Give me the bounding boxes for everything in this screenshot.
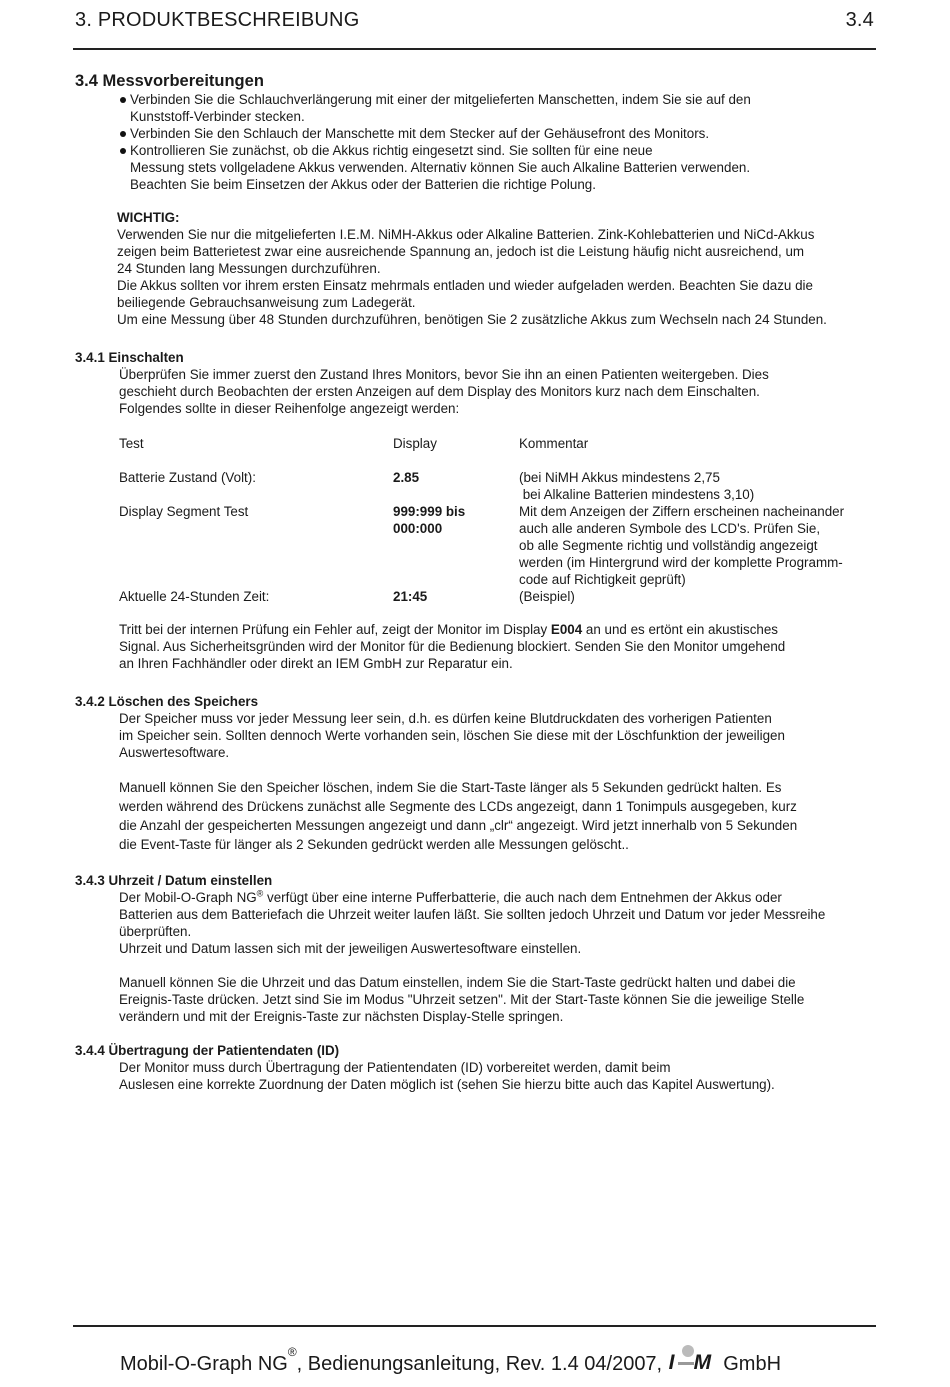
comment-line: auch alle anderen Symbole des LCD's. Prüfen Sie, [519,521,821,536]
preparation-list [117,91,877,193]
display-cell [393,588,519,605]
startup-check-table [119,435,879,605]
table-row [119,503,879,588]
comment-cell [519,588,879,605]
bullet-line: Kontrollieren Sie zunächst, ob die Akkus richtig eingesetzt sind. Sie sollten für eine neue [130,143,653,158]
text-fragment: Tritt bei der internen Prüfung ein Fehler auf, zeigt der Monitor im Display [119,622,551,637]
memory-intro [119,710,889,761]
registered-mark: ® [256,888,264,899]
text-line: Ereignis-Taste drücken. Jetzt sind Sie im Modus "Uhrzeit setzen". Mit der Start-Taste können Sie die jeweilige Stelle [119,992,805,1007]
text-line: Folgendes sollte in dieser Reihenfolge angezeigt werden: [119,401,460,416]
footer-company: GmbH [717,1353,782,1375]
text-line: überprüften. [119,924,192,939]
subsection-title: 3.4.3 Uhrzeit / Datum einstellen [75,873,273,888]
logo-bar [678,1362,694,1365]
error-note [119,621,889,672]
text-line: Überprüfen Sie immer zuerst den Zustand Ihres Monitors, bevor Sie ihn an einen Patienten weitergeben. Dies [119,367,769,382]
comment-line: Mit dem Anzeigen der Ziffern erscheinen nacheinander [519,504,845,519]
column-header-test: Test [119,436,144,451]
test-cell: Display Segment Test [119,504,249,519]
text-line: Verwenden Sie nur die mitgelieferten I.E.M. NiMH-Akkus oder Alkaline Batterien. Zink-Kohlebatterien und NiCd-Akkus [117,227,815,242]
text-line: verändern und mit der Ereignis-Taste zur nächsten Display-Stelle springen. [119,1009,564,1024]
text-line: Uhrzeit und Datum lassen sich mit der jeweiligen Auswertesoftware einstellen. [119,941,582,956]
display-value: 21:45 [393,589,428,604]
text-line: Auswertesoftware. [119,745,230,760]
text-line: Manuell können Sie die Uhrzeit und das Datum einstellen, indem Sie die Start-Taste gedrückt halten und dabei die [119,975,796,990]
list-item [117,142,877,193]
important-label: WICHTIG: [117,210,180,225]
text-fragment: an und es ertönt ein akustisches [582,622,778,637]
comment-line: (bei NiMH Akkus mindestens 2,75 [519,470,720,485]
registered-mark: ® [287,1345,297,1360]
text-line: an Ihren Fachhändler oder direkt an IEM GmbH zur Reparatur ein. [119,656,513,671]
list-item [117,125,877,142]
footer-divider [73,1325,876,1327]
text-line: im Speicher sein. Sollten dennoch Werte vorhanden sein, löschen Sie diese mit der Löschfunktion der jeweiligen [119,728,785,743]
bullet-line: Kunststoff-Verbinder stecken. [130,109,305,124]
bullet-line: Verbinden Sie den Schlauch der Manschette mit dem Stecker auf der Gehäusefront des Monitors. [130,126,710,141]
comment-line: ob alle Segmente richtig und vollständig angezeigt [519,538,818,553]
column-header-display: Display [393,436,437,451]
text-line: beiliegende Gebrauchsanweisung zum Ladegerät. [117,295,416,310]
bullet-line: Verbinden Sie die Schlauchverlängerung mit einer der mitgelieferten Manschetten, indem Sie sie auf den [130,92,751,107]
text-line: die Anzahl der gespeicherten Messungen angezeigt und dann „clr“ angezeigt. Wird jetzt innerhalb von 5 Sekunden [119,818,798,833]
text-fragment: Der Mobil-O-Graph NG [119,890,257,905]
footer-product: Mobil-O-Graph NG [120,1353,288,1375]
memory-manual [119,778,889,854]
logo-letter: M [693,1351,712,1374]
page-number: 3.4 [845,9,874,31]
text-line: Der Speicher muss vor jeder Messung leer sein, d.h. es dürfen keine Blutdruckdaten des vorherigen Patienten [119,711,772,726]
text-line: geschieht durch Beobachten der ersten Anzeigen auf dem Display des Monitors kurz nach dem Einschalten. [119,384,760,399]
bullet-line: Messung stets vollgeladene Akkus verwenden. Alternativ können Sie auch Alkaline Batterien verwenden. [130,160,751,175]
logo-circle [682,1345,694,1357]
clock-intro [119,889,889,957]
subsection-title: 3.4.2 Löschen des Speichers [75,694,259,709]
table-header-row [119,435,879,452]
display-cell [393,503,519,588]
header-divider [73,48,876,50]
text-line: Die Akkus sollten vor ihrem ersten Einsatz mehrmals entladen und wieder aufgeladen werden. Beachten Sie dazu die [117,278,813,293]
display-value: 000:000 [393,521,443,536]
comment-line: code auf Richtigkeit geprüft) [519,572,686,587]
column-header-comment: Kommentar [519,436,589,451]
comment-cell [519,503,879,588]
power-on-intro [119,366,889,417]
test-cell: Aktuelle 24-Stunden Zeit: [119,589,270,604]
display-value: 999:999 bis [393,504,466,519]
section-title: 3.4 Messvorbereitungen [75,72,264,90]
text-line: Batterien aus dem Batteriefach die Uhrzeit weiter laufen läßt. Sie sollten jedoch Uhrzeit und Datum vor jeder Messreihe [119,907,826,922]
comment-line: bei Alkaline Batterien mindestens 3,10) [519,487,755,502]
table-spacer [119,452,879,469]
clock-manual [119,974,889,1025]
text-line: werden während des Drückens zunächst alle Segmente des LCDs angezeigt, dann 1 Tonimpuls ausgegeben, kurz [119,799,797,814]
iem-logo [668,1351,718,1373]
important-note [117,226,887,328]
text-fragment: verfügt über eine interne Pufferbatterie, die auch nach dem Entnehmen der Akkus oder [263,890,782,905]
text-line [119,621,889,638]
text-line: Um eine Messung über 48 Stunden durchzuführen, benötigen Sie 2 zusätzliche Akkus zum Wechseln nach 24 Stunden. [117,312,827,327]
display-cell [393,469,519,503]
error-code: E004 [550,622,583,637]
comment-line: werden (im Hintergrund wird der komplette Programm- [519,555,843,570]
table-row [119,588,879,605]
page-header-title: 3. PRODUKTBESCHREIBUNG [75,9,360,31]
subsection-title: 3.4.4 Übertragung der Patientendaten (ID) [75,1043,340,1058]
text-line: zeigen beim Batterietest zwar eine ausreichende Spannung an, jedoch ist die Leistung häufig nicht ausreichend, um [117,244,805,259]
footer-document-info: , Bedienungsanleitung, Rev. 1.4 04/2007, [296,1353,668,1375]
text-line: Der Monitor muss durch Übertragung der Patientendaten (ID) vorbereitet werden, damit beim [119,1060,671,1075]
logo-letter: I [668,1351,675,1374]
table-row [119,469,879,503]
text-line: 24 Stunden lang Messungen durchzuführen. [117,261,381,276]
text-line [119,889,889,906]
patient-id-text [119,1059,889,1093]
test-cell: Batterie Zustand (Volt): [119,470,256,485]
list-item [117,91,877,125]
display-value: 2.85 [393,470,420,485]
comment-cell [519,469,879,503]
subsection-title: 3.4.1 Einschalten [75,350,184,365]
comment-line: (Beispiel) [519,589,575,604]
bullet-line: Beachten Sie beim Einsetzen der Akkus oder der Batterien die richtige Polung. [130,177,596,192]
text-line: Signal. Aus Sicherheitsgründen wird der Monitor für die Bedienung blockiert. Senden Sie den Monitor umgehend [119,639,786,654]
text-line: Manuell können Sie den Speicher löschen, indem Sie die Start-Taste länger als 5 Sekunden gedrückt halten. Es [119,780,782,795]
text-line: Auslesen eine korrekte Zuordnung der Daten möglich ist (sehen Sie hierzu bitte auch das Kapitel Auswertung). [119,1077,775,1092]
text-line: die Event-Taste für länger als 2 Sekunden gedrückt werden alle Messungen gelöscht.. [119,837,629,852]
page-footer [120,1345,782,1376]
